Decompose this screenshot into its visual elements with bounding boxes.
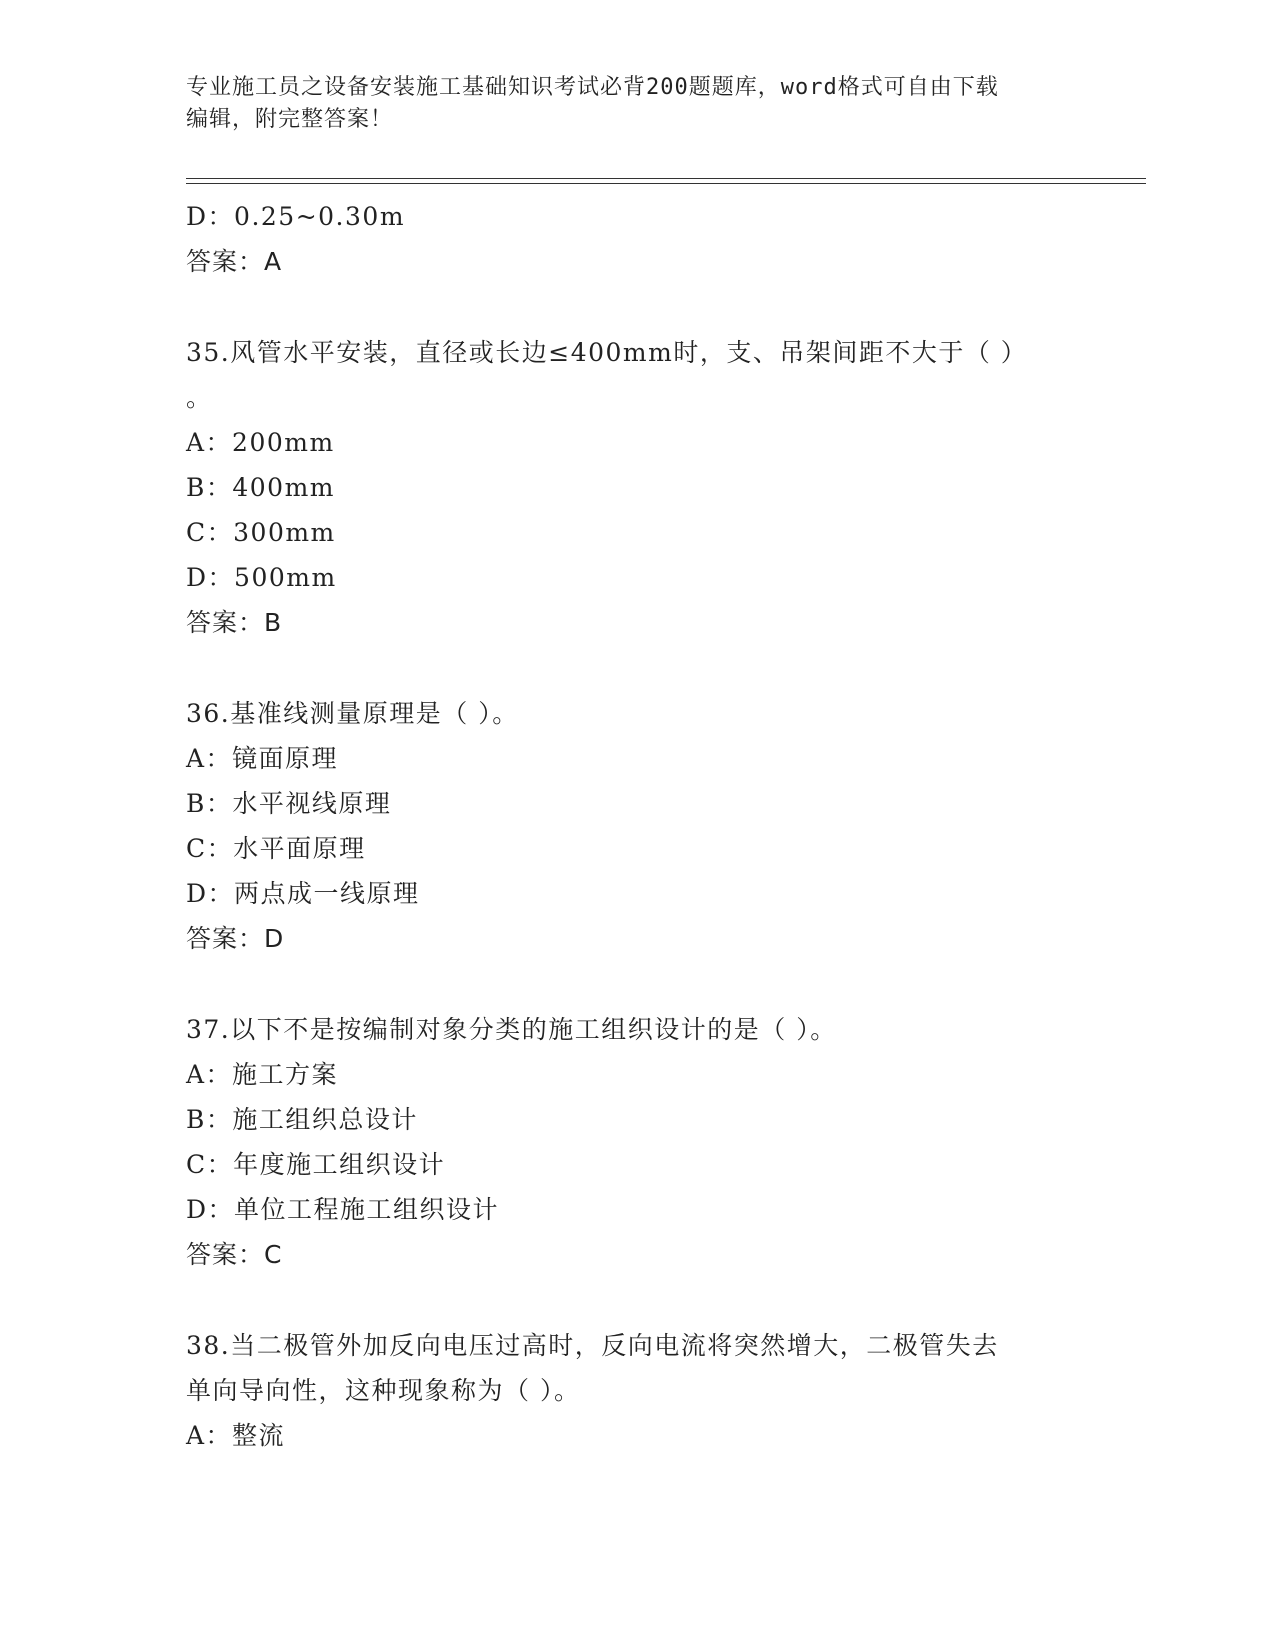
- answer-line: 答案：D: [186, 924, 285, 953]
- option-b: B：400mm: [186, 473, 336, 502]
- option-c: C：年度施工组织设计: [186, 1150, 446, 1179]
- document-page: [186, 72, 1146, 1458]
- answer-line: 答案：A: [186, 247, 283, 276]
- question-stem: 38.当二极管外加反向电压过高时，反向电流将突然增大，二极管失去: [186, 1331, 999, 1360]
- option-d: D：0.25~0.30m: [186, 202, 406, 231]
- header-double-rule: [186, 178, 1146, 184]
- option-b: B：水平视线原理: [186, 789, 392, 818]
- header-line-1: 专业施工员之设备安装施工基础知识考试必背200题题库，word格式可自由下载: [186, 75, 999, 100]
- question-stem-continued: 。: [186, 383, 213, 412]
- header-line-2: 编辑，附完整答案！: [186, 107, 394, 132]
- option-d: D：单位工程施工组织设计: [186, 1195, 500, 1224]
- question-37: [186, 1007, 1146, 1277]
- option-c: C：水平面原理: [186, 834, 366, 863]
- question-35: [186, 330, 1146, 645]
- option-b: B：施工组织总设计: [186, 1105, 418, 1134]
- answer-line: 答案：B: [186, 608, 283, 637]
- option-d: D：500mm: [186, 563, 337, 592]
- question-stem: 37.以下不是按编制对象分类的施工组织设计的是（ ）。: [186, 1015, 837, 1044]
- question-stem-continued: 单向导向性，这种现象称为（ ）。: [186, 1376, 581, 1405]
- question-36: [186, 691, 1146, 961]
- question-stem: 35.风管水平安装，直径或长边≤400mm时，支、吊架间距不大于（ ）: [186, 338, 1028, 367]
- document-body: [186, 194, 1146, 1458]
- document-header: [186, 72, 1066, 136]
- option-a: A：200mm: [186, 428, 335, 457]
- option-c: C：300mm: [186, 518, 336, 547]
- option-a: A：整流: [186, 1421, 286, 1450]
- question-38: [186, 1323, 1146, 1458]
- option-d: D：两点成一线原理: [186, 879, 420, 908]
- option-a: A：镜面原理: [186, 744, 339, 773]
- question-stem: 36.基准线测量原理是（ ）。: [186, 699, 519, 728]
- answer-line: 答案：C: [186, 1240, 283, 1269]
- option-a: A：施工方案: [186, 1060, 339, 1089]
